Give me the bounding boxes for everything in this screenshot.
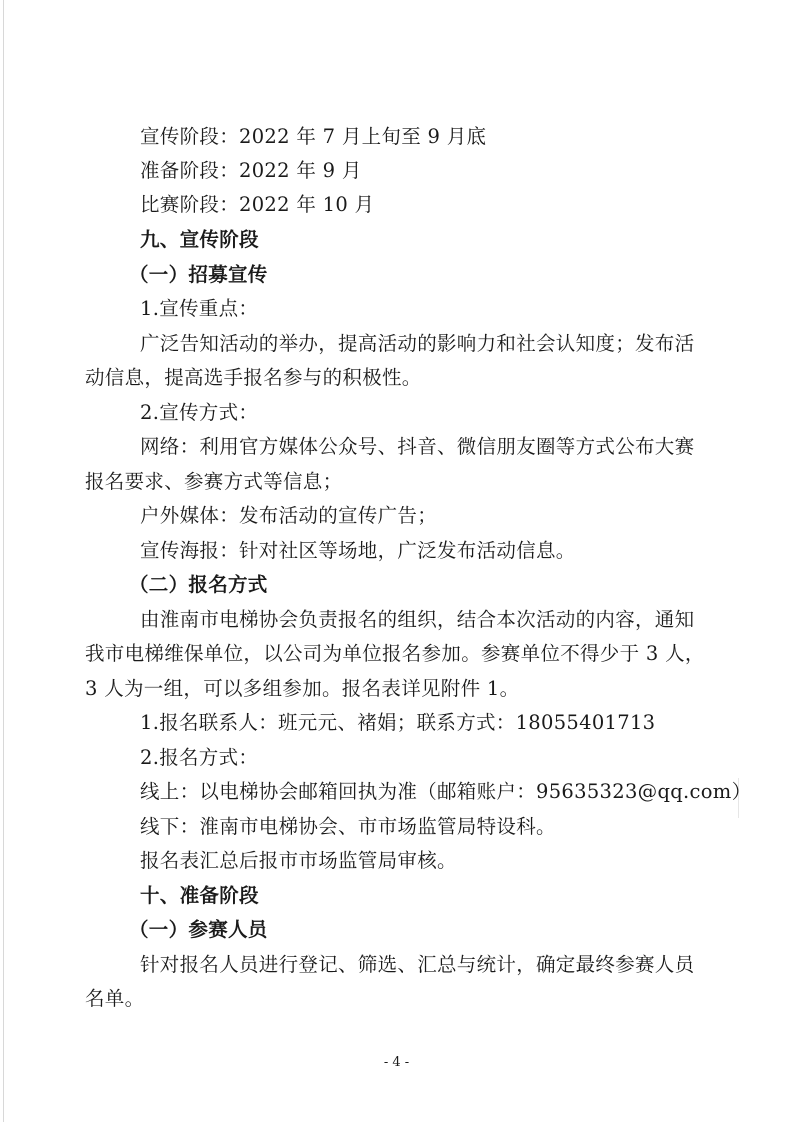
schedule-competition: 比赛阶段：2022 年 10 月 — [140, 193, 375, 216]
section-heading-9: 九、宣传阶段 — [140, 228, 259, 251]
paragraph-line: 针对报名人员进行登记、筛选、汇总与统计，确定最终参赛人员 — [140, 953, 695, 976]
paragraph-line: 动信息，提高选手报名参与的积极性。 — [85, 366, 422, 389]
paragraph-line: 我市电梯维保单位，以公司为单位报名参加。参赛单位不得少于 3 人， — [85, 642, 705, 665]
subsection-heading-registration: （二）报名方式 — [129, 573, 268, 596]
schedule-publicity: 宣传阶段：2022 年 7 月上旬至 9 月底 — [140, 125, 487, 148]
subsection-heading-recruitment: （一）招募宣传 — [129, 263, 268, 286]
paragraph-line: 网络：利用官方媒体公众号、抖音、微信朋友圈等方式公布大赛 — [140, 435, 695, 458]
scan-edge — [3, 0, 4, 1122]
item-registration-method: 2.报名方式： — [140, 746, 259, 769]
item-registration-contact: 1.报名联系人：班元元、褚娟；联系方式：18055401713 — [140, 711, 656, 734]
paragraph-line: 报名要求、参赛方式等信息； — [85, 470, 343, 493]
paragraph-line: 由淮南市电梯协会负责报名的组织，结合本次活动的内容，通知 — [140, 608, 695, 631]
paragraph-line: 户外媒体：发布活动的宣传广告； — [140, 504, 438, 527]
paragraph-line-offline: 线下：淮南市电梯协会、市市场监管局特设科。 — [140, 815, 556, 838]
paragraph-line: 3 人为一组，可以多组参加。报名表详见附件 1。 — [85, 677, 520, 700]
item-publicity-focus: 1.宣传重点： — [140, 297, 259, 320]
paragraph-line: 广泛告知活动的举办，提高活动的影响力和社会认知度；发布活 — [140, 332, 695, 355]
paragraph-line: 报名表汇总后报市市场监管局审核。 — [140, 849, 457, 872]
section-heading-10: 十、准备阶段 — [140, 884, 259, 907]
paragraph-line: 名单。 — [85, 987, 145, 1010]
subsection-heading-participants: （一）参赛人员 — [129, 918, 268, 941]
schedule-preparation: 准备阶段：2022 年 9 月 — [140, 159, 362, 182]
paragraph-line: 宣传海报：针对社区等场地，广泛发布活动信息。 — [140, 539, 576, 562]
page-number: - 4 - — [383, 1055, 410, 1070]
paragraph-line-online: 线上：以电梯协会邮箱回执为准（邮箱账户：95635323@qq.com） — [140, 780, 752, 803]
item-publicity-methods: 2.宣传方式： — [140, 401, 259, 424]
